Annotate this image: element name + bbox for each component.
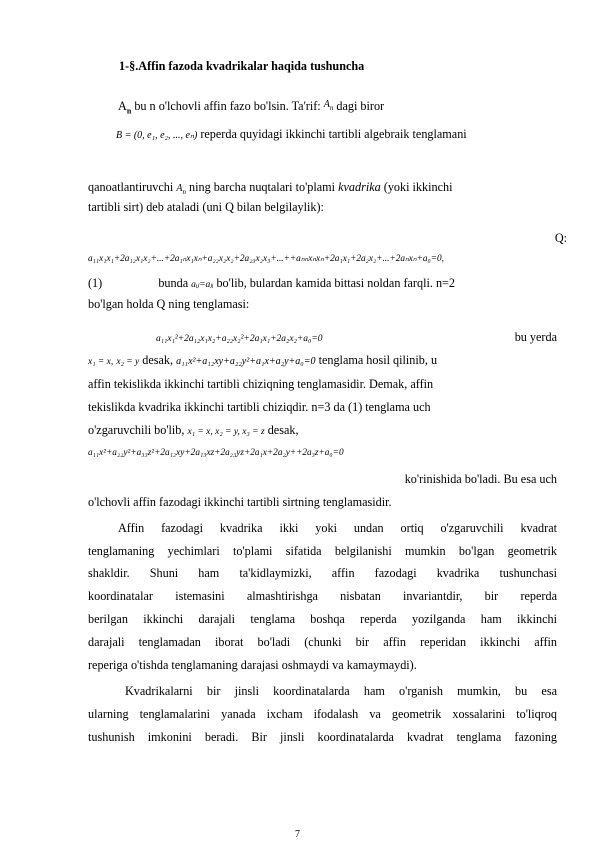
- para3-line-2: ularning tenglamalarini yanada ixcham ifodalash va geometrik xossalarini to'liqroq: [88, 707, 557, 721]
- frame-formula: B = (0, e₁, e₂, ..., eₙ): [116, 130, 198, 141]
- intro-text-5: ning barcha nuqtalari to'plami: [189, 180, 336, 194]
- para2-line-5: berilgan ikkinchi darajali tenglama boshqa reperda yozilganda ham ikkinchi: [88, 612, 557, 626]
- affine-space-symbol: $A_n$: [176, 183, 186, 196]
- affine-space-symbol: $A_n$: [323, 99, 334, 112]
- sub-x1: x₁ = x,: [88, 357, 114, 367]
- text-korinish: ko'rinishida bo'ladi. Bu esa uch: [404, 472, 557, 486]
- text-olchovli: o'lchovli affin fazodagi ikkinchi tartibli sirtning tenglamasidir.: [88, 495, 392, 509]
- text-condition: bo'lib, bulardan kamida bittasi noldan farqli. n=2: [216, 276, 456, 290]
- text-bu-yerda: bu yerda: [514, 330, 557, 344]
- term-kvadrika: kvadrika: [338, 180, 381, 194]
- equation-plane: a₁₁x²+a₁₂xy+a₂₂y²+a₁x+a₂y+a₀=0: [176, 356, 316, 367]
- intro-text-6: (yoki ikkinchi: [383, 180, 453, 194]
- intro-text-2: dagi biror: [336, 99, 385, 113]
- text-ozgaruvchili: [88, 422, 595, 440]
- text-hosil: tenglama hosil qilinib, u: [318, 353, 438, 367]
- intro-text-3: reperda quyidagi ikkinchi tartibli algebraik tenglamani: [200, 127, 467, 141]
- equation-n2: a₁₁x₁²+2a₁₂x₁x₂+a₂₂x₂²+2a₁x₁+2a₂x₂+a₀=0: [156, 334, 323, 344]
- general-equation: a₁₁x₁x₁+2a₁₂x₁x₂+...+2a₁ₙx₁xₙ+a₂₂x₂x₂+2a₂₃x₂x₃+...++aₙₙxₙxₙ+2a₁x₁+2a₂x₂+...+2aₙxₙ+a₀=0,: [88, 254, 444, 264]
- para2-line-1: Affin fazodagi kvadrika ikki yoki undan ortiq o'zgaruvchili kvadrat: [118, 521, 557, 535]
- q-label: Q:: [554, 231, 567, 245]
- sub-xyz: x₁ = x, x₂ = y, x₃ = z: [187, 427, 265, 437]
- intro-text-1: bu n o'lchovli affin fazo bo'lsin. Ta'rif:: [131, 99, 321, 113]
- text-affin-2: tekislikda kvadrika ikkinchi tartibli chiziqdir. n=3 da (1) tenglama uch: [88, 400, 431, 414]
- intro-line-2: [116, 126, 595, 144]
- text-bunda: bunda: [158, 276, 189, 290]
- intro-line-1: [118, 98, 595, 119]
- para2-line-6: darajali tenglamadan iborat bo'ladi (chunki bir affin reperidan ikkinchi affin: [88, 635, 557, 649]
- substitution-line: [88, 352, 595, 370]
- intro-line-4: tartibli sirt) deb ataladi (uni Q bilan belgilaylik):: [88, 200, 324, 214]
- para2-line-4: koordinatalar istemasini almashtirishga nisbatan invariantdir, bir reperda: [88, 589, 557, 603]
- space-symbol: $A_n$: [118, 99, 132, 116]
- para2-line-7: reperiga o'tishda tenglamaning darajasi oshmaydi va kamaymaydi).: [88, 658, 417, 672]
- intro-line-3: [88, 179, 595, 200]
- page-title: 1-§.Affin fazoda kvadrikalar haqida tushuncha: [119, 59, 365, 73]
- text-holda: bo'lgan holda Q ning tenglamasi:: [88, 297, 250, 311]
- text-desak-2: desak,: [267, 423, 299, 437]
- text-desak: desak,: [142, 353, 174, 367]
- equation-number: (1): [88, 276, 103, 290]
- para3-line-3: tushunish imkonini beradi. Bir jinsli koordinatalarda kvadrat tenglama fazoning: [88, 730, 557, 744]
- text-ozg: o'zgaruvchili bo'lib,: [88, 423, 185, 437]
- equation-n2-line: [156, 329, 557, 347]
- para2-line-3: shakldir. Shuni ham ta'kidlaymizki, affin fazodagi kvadrika tushunchasi: [88, 566, 557, 580]
- page-number: 7: [295, 829, 300, 840]
- para2-line-2: tenglamaning yechimlari to'plami sifatida belgilanishi mumkin bo'lgan geometrik: [88, 544, 557, 558]
- text-affin-1: affin tekislikda ikkinchi tartibli chiziqning tenglamasidir. Demak, affin: [88, 377, 434, 391]
- equation-n3: a₁₁x²+a₂₂y²+a₃₃z²+2a₁₂xy+2a₁₃xz+2a₂₃yz+2a₁x+2a₂y++2a₃z+a₀=0: [88, 448, 344, 458]
- para3-line-1: Kvadrikalarni bir jinsli koordinatalarda ham o'rganish mumkin, bu esa: [125, 684, 557, 698]
- equation-1-line: [88, 275, 557, 293]
- symmetry-formula: aᵢⱼ=aⱼᵢ: [191, 280, 214, 290]
- sub-x2: x₂ = y: [116, 357, 140, 367]
- intro-text-4: qanoatlantiruvchi: [88, 180, 174, 194]
